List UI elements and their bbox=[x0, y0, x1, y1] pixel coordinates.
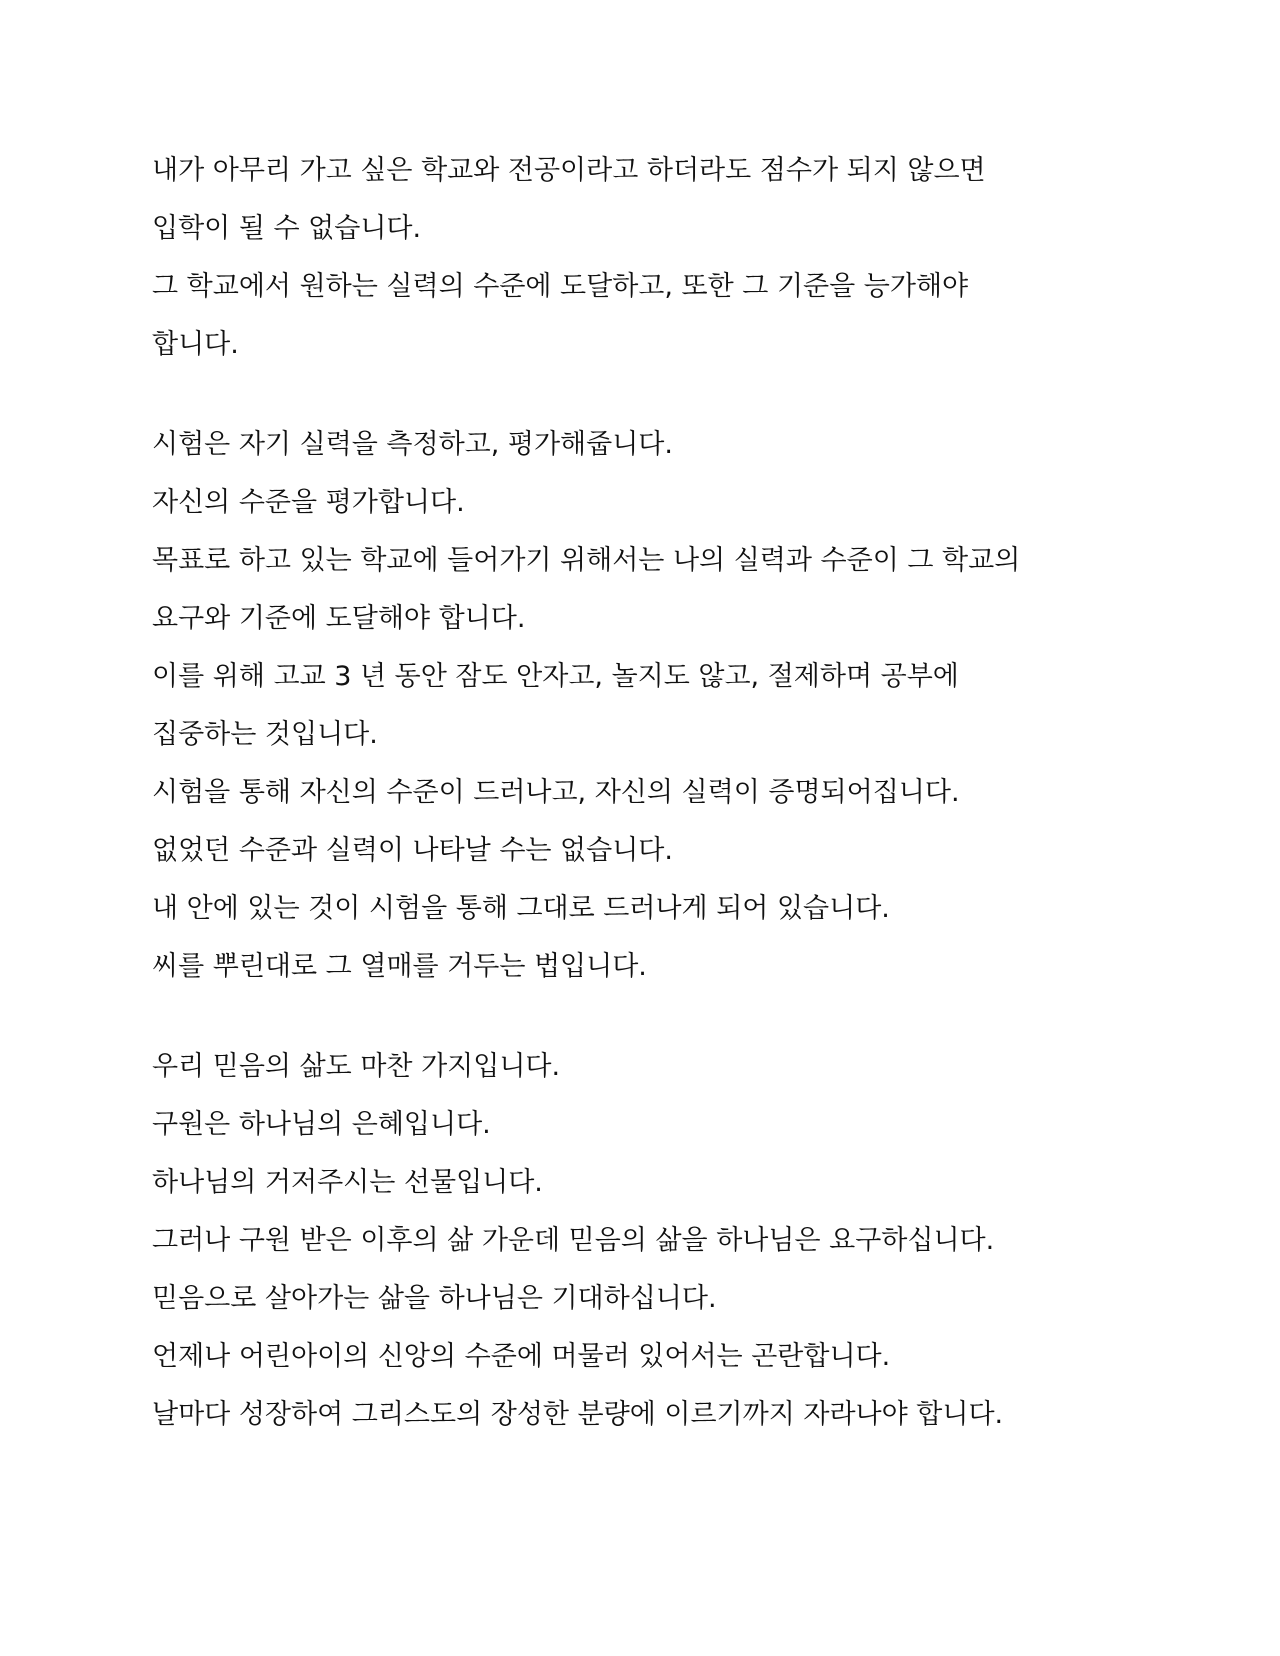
document-body bbox=[152, 142, 1152, 1444]
text-line: 목표로 하고 있는 학교에 들어가기 위해서는 나의 실력과 수준이 그 학교의 bbox=[152, 545, 1021, 576]
text-line: 언제나 어린아이의 신앙의 수준에 머물러 있어서는 곤란합니다. bbox=[152, 1341, 891, 1372]
text-line: 내 안에 있는 것이 시험을 통해 그대로 드러나게 되어 있습니다. bbox=[152, 893, 890, 924]
text-line: 시험은 자기 실력을 측정하고, 평가해줍니다. bbox=[152, 429, 673, 460]
text-line: 그러나 구원 받은 이후의 삶 가운데 믿음의 삶을 하나님은 요구하십니다. bbox=[152, 1225, 995, 1256]
text-line: 날마다 성장하여 그리스도의 장성한 분량에 이르기까지 자라나야 합니다. bbox=[152, 1399, 1004, 1430]
text-line: 내가 아무리 가고 싶은 학교와 전공이라고 하더라도 점수가 되지 않으면 bbox=[152, 155, 986, 186]
text-line: 하나님의 거저주시는 선물입니다. bbox=[152, 1167, 543, 1198]
text-line: 우리 믿음의 삶도 마찬 가지입니다. bbox=[152, 1051, 561, 1082]
text-line: 씨를 뿌린대로 그 열매를 거두는 법입니다. bbox=[152, 951, 647, 982]
text-line: 없었던 수준과 실력이 나타날 수는 없습니다. bbox=[152, 835, 673, 866]
text-line: 합니다. bbox=[152, 329, 239, 360]
text-line: 믿음으로 살아가는 삶을 하나님은 기대하십니다. bbox=[152, 1283, 717, 1314]
text-line: 입학이 될 수 없습니다. bbox=[152, 213, 422, 244]
paragraph-gap bbox=[152, 374, 1152, 416]
text-line: 요구와 기준에 도달해야 합니다. bbox=[152, 603, 526, 634]
text-line: 집중하는 것입니다. bbox=[152, 719, 378, 750]
text-line: 시험을 통해 자신의 수준이 드러나고, 자신의 실력이 증명되어집니다. bbox=[152, 777, 960, 808]
text-line: 자신의 수준을 평가합니다. bbox=[152, 487, 465, 518]
text-line: 이를 위해 고교 3 년 동안 잠도 안자고, 놀지도 않고, 절제하며 공부에 bbox=[152, 661, 959, 692]
text-line: 구원은 하나님의 은혜입니다. bbox=[152, 1109, 491, 1140]
paragraph-gap bbox=[152, 996, 1152, 1038]
text-line: 그 학교에서 원하는 실력의 수준에 도달하고, 또한 그 기준을 능가해야 bbox=[152, 271, 969, 302]
